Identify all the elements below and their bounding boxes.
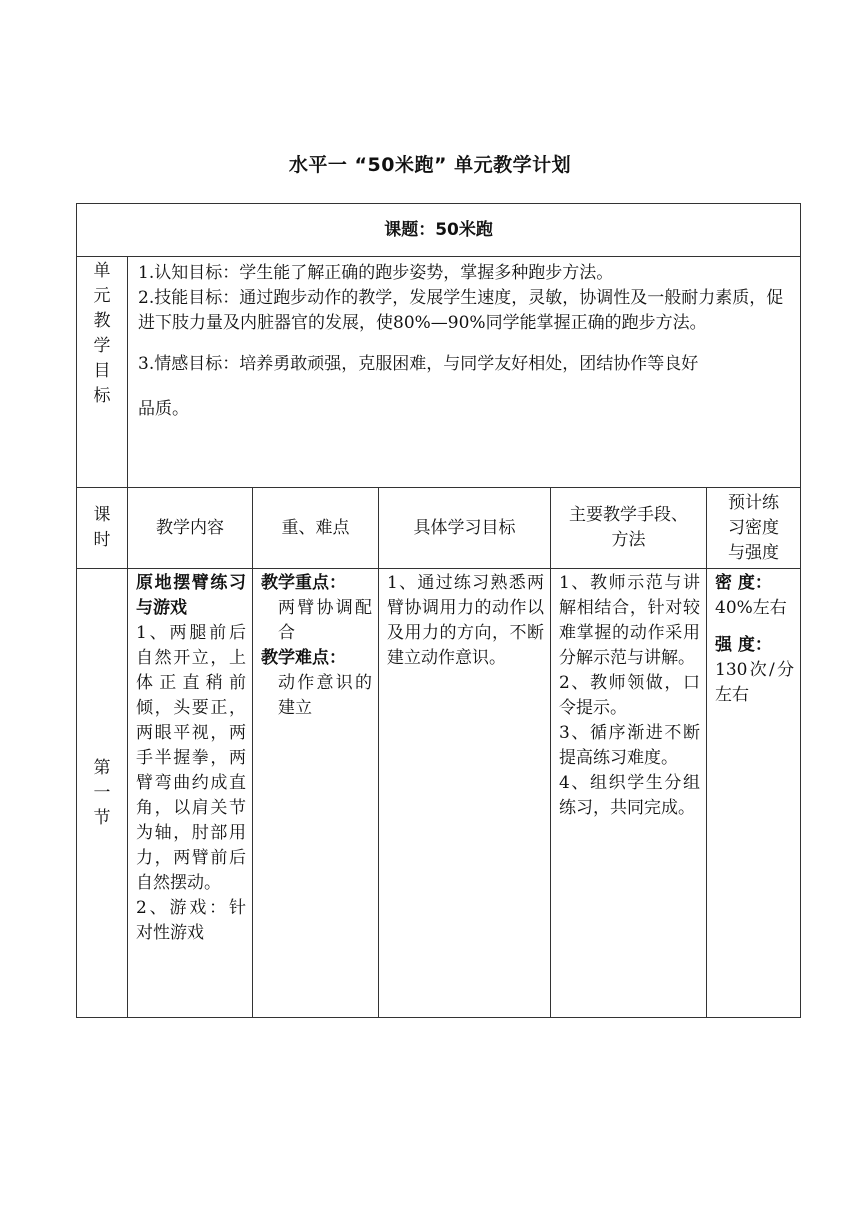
unit-goals-row — [77, 257, 801, 488]
header-row — [77, 488, 801, 569]
key-point-label: 教学重点： — [261, 573, 346, 593]
intensity-label: 强 度： — [715, 635, 772, 655]
emotional-goal: 3.情感目标：培养勇敢顽强，克服困难，与同学友好相处，团结协作等良好 — [138, 354, 699, 374]
header-line: 时 — [93, 530, 111, 550]
label-char: 节 — [93, 807, 111, 828]
content-item: 1、两腿前后自然开立，上体正直稍前倾，头要正，两眼平视，两手半握拳，两臂弯曲约成直角，以肩关节为轴，肘部用力，两臂前后自然摆动。 — [136, 623, 246, 893]
content-item: 2、游戏：针对性游戏 — [136, 898, 246, 943]
header-key-points: 重、难点 — [253, 488, 379, 569]
header-line: 与强度 — [728, 542, 780, 563]
header-density — [707, 488, 801, 569]
header-line: 方法 — [611, 530, 646, 550]
unit-goals-content — [128, 257, 801, 488]
density-value: 40%左右 — [715, 598, 787, 618]
key-point-text: 两臂协调配合 — [278, 598, 372, 643]
label-char: 一 — [93, 782, 111, 803]
lesson-1-objective — [379, 569, 551, 1018]
lesson-1-methods — [551, 569, 707, 1018]
header-line: 主要教学手段、 — [569, 505, 688, 525]
lesson-1-row — [77, 569, 801, 1018]
lesson-1-density — [707, 569, 801, 1018]
topic-row — [77, 204, 801, 257]
header-line: 课 — [93, 505, 111, 525]
method-item: 4、组织学生分组练习，共同完成。 — [559, 773, 700, 818]
lesson-1-content — [128, 569, 253, 1018]
header-methods — [551, 488, 707, 569]
header-line: 预计练 — [728, 492, 780, 513]
method-item: 2、教师领做，口令提示。 — [559, 673, 700, 718]
label-char: 教 — [93, 311, 111, 331]
intensity-value: 130次/分左右 — [715, 660, 795, 705]
document-title: 水平一 “50米跑” 单元教学计划 — [288, 154, 572, 176]
emotional-goal-continued: 品质。 — [138, 399, 189, 419]
label-char: 单 — [93, 261, 111, 281]
lesson-1-label — [77, 569, 128, 1018]
density-label: 密 度： — [715, 573, 772, 593]
header-content: 教学内容 — [128, 488, 253, 569]
method-item: 1、教师示范与讲解相结合，针对较难掌握的动作采用分解示范与讲解。 — [559, 573, 700, 668]
unit-goals-label — [77, 257, 128, 488]
header-line: 习密度 — [728, 517, 780, 538]
label-char: 学 — [93, 336, 111, 356]
skill-goal: 2.技能目标：通过跑步动作的教学，发展学生速度，灵敏，协调性及一般耐力素质，促进下肢力量及内脏器官的发展，使80%—90%同学能掌握正确的跑步方法。 — [138, 288, 784, 333]
label-char: 标 — [93, 386, 111, 406]
header-lesson — [77, 488, 128, 569]
unit-plan-table — [76, 203, 801, 1018]
header-objectives: 具体学习目标 — [379, 488, 551, 569]
content-title: 原地摆臂练习与游戏 — [136, 573, 246, 618]
objective-text: 1、通过练习熟悉两臂协调用力的动作以及用力的方向，不断建立动作意识。 — [387, 573, 544, 668]
topic-cell: 课题：50米跑 — [77, 204, 801, 257]
lesson-1-key-points — [253, 569, 379, 1018]
label-char: 元 — [93, 286, 111, 306]
label-char: 第 — [93, 757, 111, 778]
cognitive-goal: 1.认知目标：学生能了解正确的跑步姿势，掌握多种跑步方法。 — [138, 263, 614, 283]
label-char: 目 — [93, 361, 111, 381]
difficulty-text: 动作意识的建立 — [278, 673, 372, 718]
difficulty-label: 教学难点： — [261, 648, 346, 668]
method-item: 3、循序渐进不断提高练习难度。 — [559, 723, 700, 768]
